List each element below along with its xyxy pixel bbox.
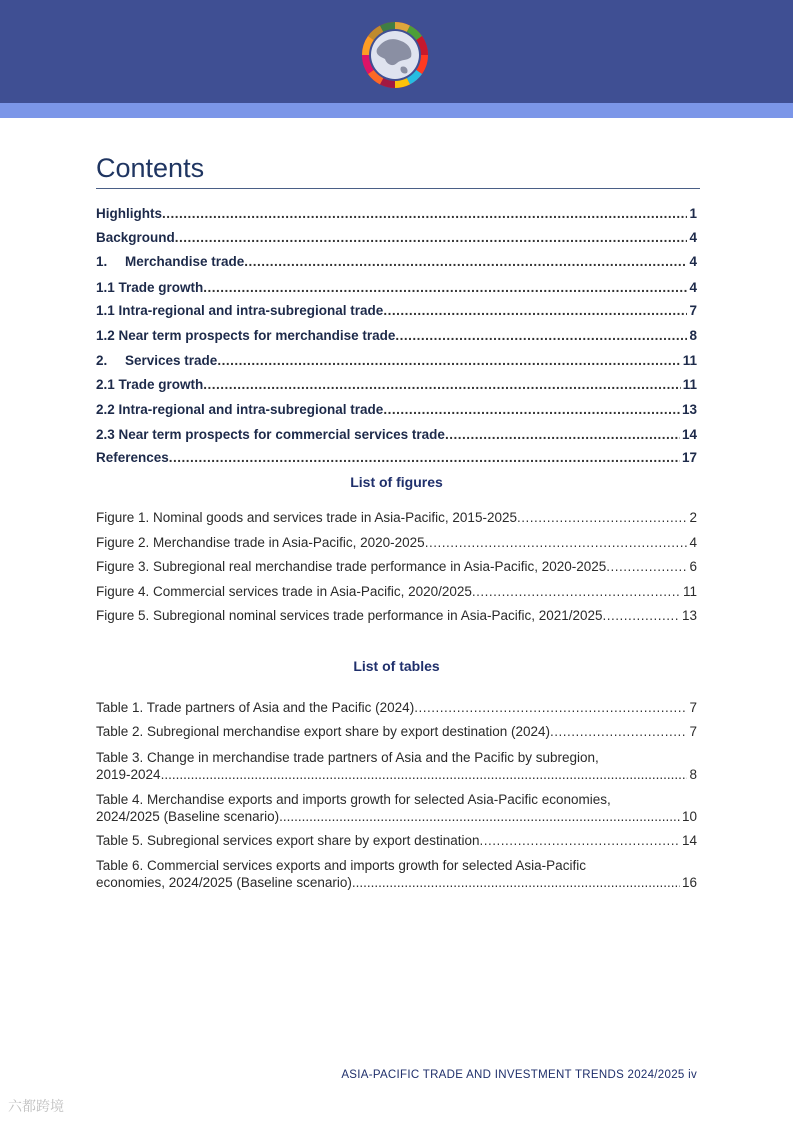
toc-label: 1.2 Near term prospects for merchandise trade [96, 328, 396, 343]
toc-label: Merchandise trade [125, 254, 245, 269]
sdg-logo-icon [358, 18, 432, 92]
toc-page: 1 [689, 206, 697, 221]
table-label: Table 1. Trade partners of Asia and the Pacific (2024) [96, 700, 415, 715]
watermark: 六都跨境 [8, 1098, 64, 1114]
table-page: 14 [681, 833, 697, 848]
toc-label: 1.1 Intra-regional and intra-subregional trade [96, 303, 384, 318]
figure-row[interactable] [96, 559, 697, 575]
page-title: Contents [96, 153, 205, 183]
table-page: 8 [689, 767, 697, 782]
toc-label: Background [96, 230, 175, 245]
toc-page: 11 [682, 377, 697, 392]
figure-label: Figure 3. Subregional real merchandise trade performance in Asia-Pacific, 2020-2025 [96, 559, 607, 574]
toc-label: Highlights [96, 206, 162, 221]
table-label-cont: 2024/2025 (Baseline scenario) [96, 809, 280, 824]
figure-row[interactable] [96, 510, 697, 526]
table-row[interactable] [96, 724, 697, 740]
toc-label: 2.1 Trade growth [96, 377, 204, 392]
toc-row[interactable] [96, 377, 697, 393]
toc-label: 2.2 Intra-regional and intra-subregional trade [96, 402, 384, 417]
table-page: 7 [689, 700, 697, 715]
toc-row[interactable] [96, 254, 697, 270]
toc-page: 14 [681, 427, 697, 442]
figure-label: Figure 1. Nominal goods and services trade in Asia-Pacific, 2015-2025 [96, 510, 517, 525]
toc-page: 17 [681, 450, 697, 465]
table-row[interactable] [96, 749, 697, 783]
toc-page: 4 [689, 280, 697, 295]
toc-row[interactable] [96, 450, 697, 466]
toc-number: 2. [96, 353, 108, 368]
table-row[interactable] [96, 833, 697, 849]
table-label: Table 3. Change in merchandise trade partners of Asia and the Pacific by subregion, [96, 750, 599, 765]
table-label-cont: economies, 2024/2025 (Baseline scenario) [96, 875, 352, 890]
figure-label: Figure 4. Commercial services trade in Asia-Pacific, 2020/2025 [96, 584, 472, 599]
table-label: Table 2. Subregional merchandise export share by export destination (2024) [96, 724, 551, 739]
table-page: 10 [681, 809, 697, 824]
toc-page: 8 [689, 328, 697, 343]
figure-row[interactable] [96, 535, 697, 551]
figure-page: 11 [682, 584, 697, 599]
toc-page: 7 [689, 303, 697, 318]
page-footer: ASIA-PACIFIC TRADE AND INVESTMENT TRENDS 2024/2025 iv [341, 1069, 697, 1081]
toc-row[interactable] [96, 230, 697, 246]
toc-page: 11 [682, 353, 697, 368]
table-label: Table 5. Subregional services export share by export destination [96, 833, 480, 848]
figures-heading: List of figures [350, 474, 443, 490]
toc-label: 2.3 Near term prospects for commercial services trade [96, 427, 445, 442]
tables-heading: List of tables [353, 658, 440, 674]
table-page: 16 [681, 875, 697, 890]
toc-number: 1. [96, 254, 108, 269]
header-stripe [0, 103, 793, 118]
toc-label: 1.1 Trade growth [96, 280, 204, 295]
toc-row[interactable] [96, 427, 697, 443]
toc-page: 4 [689, 230, 697, 245]
figure-row[interactable] [96, 608, 697, 624]
table-row[interactable] [96, 791, 697, 825]
figure-page: 2 [689, 510, 697, 525]
toc-page: 4 [689, 254, 697, 269]
figure-label: Figure 5. Subregional nominal services trade performance in Asia-Pacific, 2021/2025 [96, 608, 603, 623]
toc-row[interactable] [96, 280, 697, 296]
toc-label: Services trade [125, 353, 218, 368]
table-label: Table 4. Merchandise exports and imports growth for selected Asia-Pacific economies, [96, 792, 611, 807]
figure-page: 4 [689, 535, 697, 550]
toc-row[interactable] [96, 328, 697, 344]
table-label: Table 6. Commercial services exports and imports growth for selected Asia-Pacific [96, 858, 586, 873]
table-row[interactable] [96, 857, 697, 891]
table-row[interactable] [96, 700, 697, 716]
toc-row[interactable] [96, 206, 697, 222]
figure-label: Figure 2. Merchandise trade in Asia-Pacific, 2020-2025 [96, 535, 425, 550]
toc-row[interactable] [96, 303, 697, 319]
figure-page: 6 [689, 559, 697, 574]
table-page: 7 [689, 724, 697, 739]
toc-page: 13 [681, 402, 697, 417]
title-rule [96, 188, 700, 189]
toc-row[interactable] [96, 402, 697, 418]
figure-row[interactable] [96, 584, 697, 600]
table-label-cont: 2019-2024 [96, 767, 161, 782]
toc-label: References [96, 450, 169, 465]
figure-page: 13 [681, 608, 697, 623]
toc-row[interactable] [96, 353, 697, 369]
